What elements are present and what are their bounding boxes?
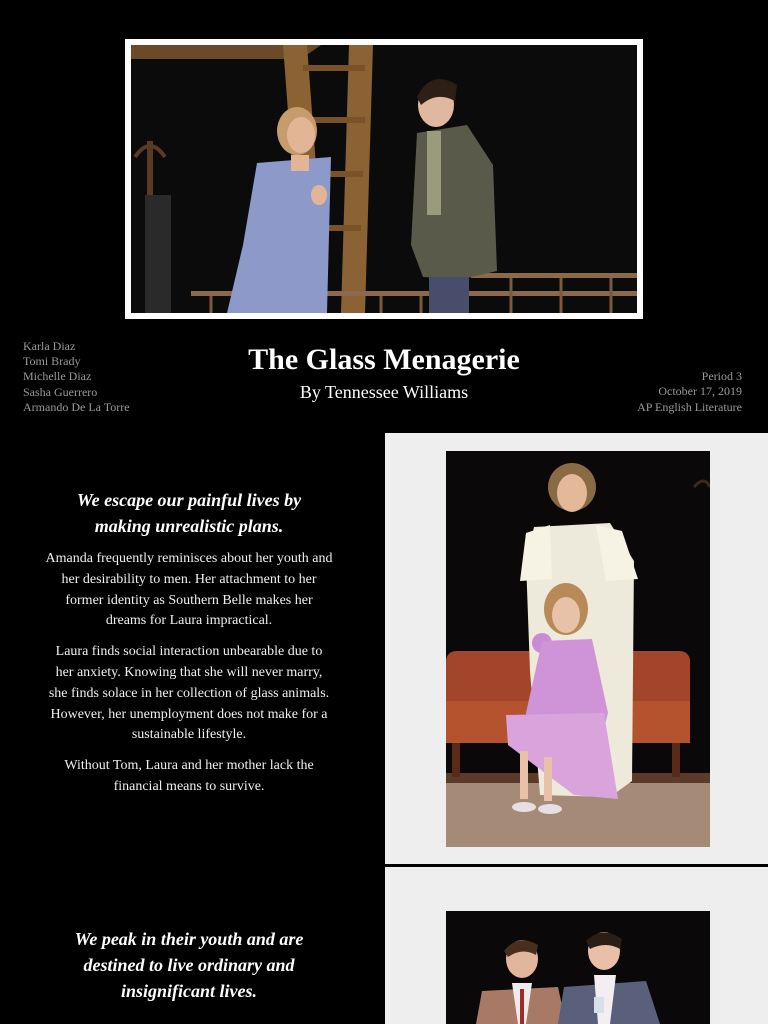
date-label: October 17, 2019 [658,384,742,399]
theme-heading [45,926,333,1004]
theme-section-1 [45,487,333,808]
author-name: Karla Diaz [23,339,76,353]
theme-heading [45,487,333,539]
theme-line: insignificant lives. [120,981,257,1001]
period-label: Period 3 [701,369,742,383]
theme-line: We escape our painful lives by [76,490,302,510]
amanda-laura-image [446,451,710,847]
paragraph: Amanda frequently reminisces about her youth and her desirability to men. Her attachment to her former identity as Southern Belle makes her dreams for Laura impractical. [45,551,333,629]
amanda-laura-photo [446,451,710,847]
author-name: Tomi Brady [23,354,81,369]
author-name: Michelle Diaz [23,369,92,384]
theme-line: destined to live ordinary and [83,955,295,975]
hero-photo [125,39,643,319]
course-meta [637,369,742,415]
byline: By Tennessee Williams [299,382,469,402]
tom-jim-image [446,911,710,1024]
author-name: Armando De La Torre [23,399,130,414]
paragraph: Without Tom, Laura and her mother lack the financial means to survive. [64,758,314,794]
theme-line: We peak in their youth and are [74,929,304,949]
theme-section-2 [45,926,333,1014]
tom-jim-photo [446,911,710,1024]
course-label: AP English Literature [637,399,742,414]
page-title: The Glass Menagerie [248,343,520,376]
author-name: Sasha Guerrero [23,384,98,399]
theme-line: making unrealistic plans. [94,516,284,536]
paragraph: Laura finds social interaction unbearable due to her anxiety. Knowing that she will never marry, she finds solace in her collection of glass animals. However, her unemployment does not make for a sustainable lifestyle. [48,644,330,743]
stage-scene-image [131,45,637,313]
